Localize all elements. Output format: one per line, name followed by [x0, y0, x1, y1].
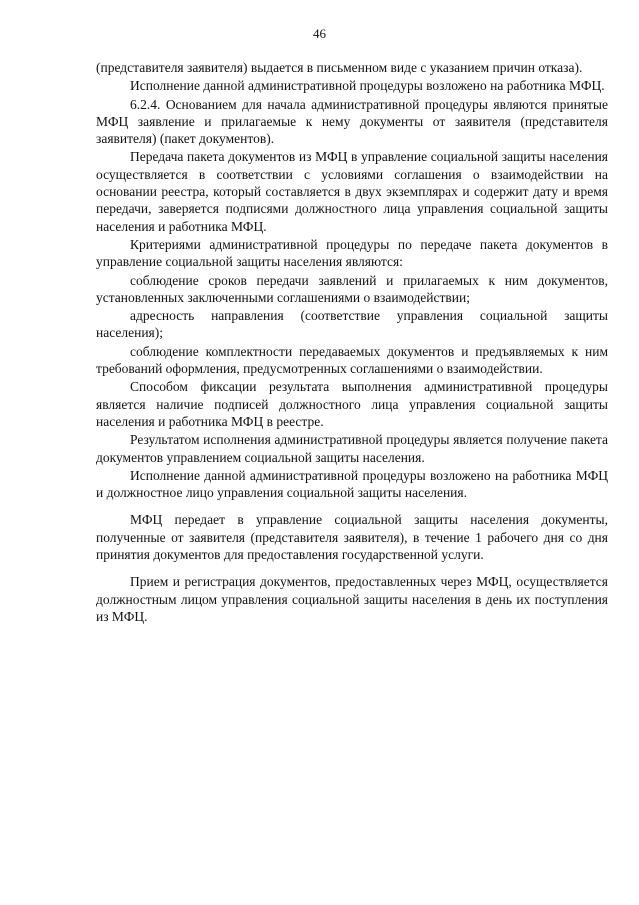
paragraph-package-transfer: Передача пакета документов из МФЦ в управление социальной защиты населения осуществляется в соответствии с условиями соглашения о взаимодействии на основании реестра, который составляется в двух экземплярах и содержит дату и время передачи, заверяется подписями должностного лица управления социальной защиты населения и работника МФЦ. [96, 149, 608, 234]
paragraph-criteria-completeness: соблюдение комплектности передаваемых документов и предъявляемых к ним требований оформления, предусмотренных соглашениями о взаимодействии. [96, 343, 608, 377]
paragraph-execution-mfc-and-official: Исполнение данной административной процедуры возложено на работника МФЦ и должностное лицо управления социальной защиты населения. [96, 467, 608, 501]
document-body [96, 59, 608, 626]
paragraph-fixation-method: Способом фиксации результата выполнения административной процедуры является наличие подписей должностного лица управления социальной защиты населения и работника МФЦ в реестре. [96, 379, 608, 429]
page-number: 46 [313, 26, 326, 41]
paragraph-execution-mfc: Исполнение данной административной процедуры возложено на работника МФЦ. [130, 78, 605, 94]
paragraph-refusal-continuation: (представителя заявителя) выдается в письменном виде с указанием причин отказа). [96, 60, 583, 75]
paragraph-criteria-deadlines: соблюдение сроков передачи заявлений и прилагаемых к ним документов, установленных заключенными соглашениями о взаимодействии; [96, 272, 608, 305]
paragraph-reception-registration: Прием и регистрация документов, предоставленных через МФЦ, осуществляется должностным лицом управления социальной защиты населения в день их поступления из МФЦ. [96, 574, 608, 624]
paragraph-result: Результатом исполнения административной процедуры является получение пакета документов управлением социальной защиты населения. [96, 432, 608, 465]
paragraph-6-2-4-basis: 6.2.4. Основанием для начала административной процедуры являются принятые МФЦ заявление и прилагаемые к нему документы от заявителя (представителя заявителя) (пакет документов). [96, 96, 608, 147]
paragraph-mfc-transfer-deadline: МФЦ передает в управление социальной защиты населения документы, полученные от заявителя (представителя заявителя), в течение 1 рабочего дня со дня принятия документов для предоставления государственной услуги. [96, 512, 608, 563]
paragraph-criteria-intro: Критериями административной процедуры по передаче пакета документов в управление социальной защиты населения являются: [96, 236, 608, 270]
paragraph-criteria-addressing: адресность направления (соответствие управления социальной защиты населения); [96, 308, 608, 341]
